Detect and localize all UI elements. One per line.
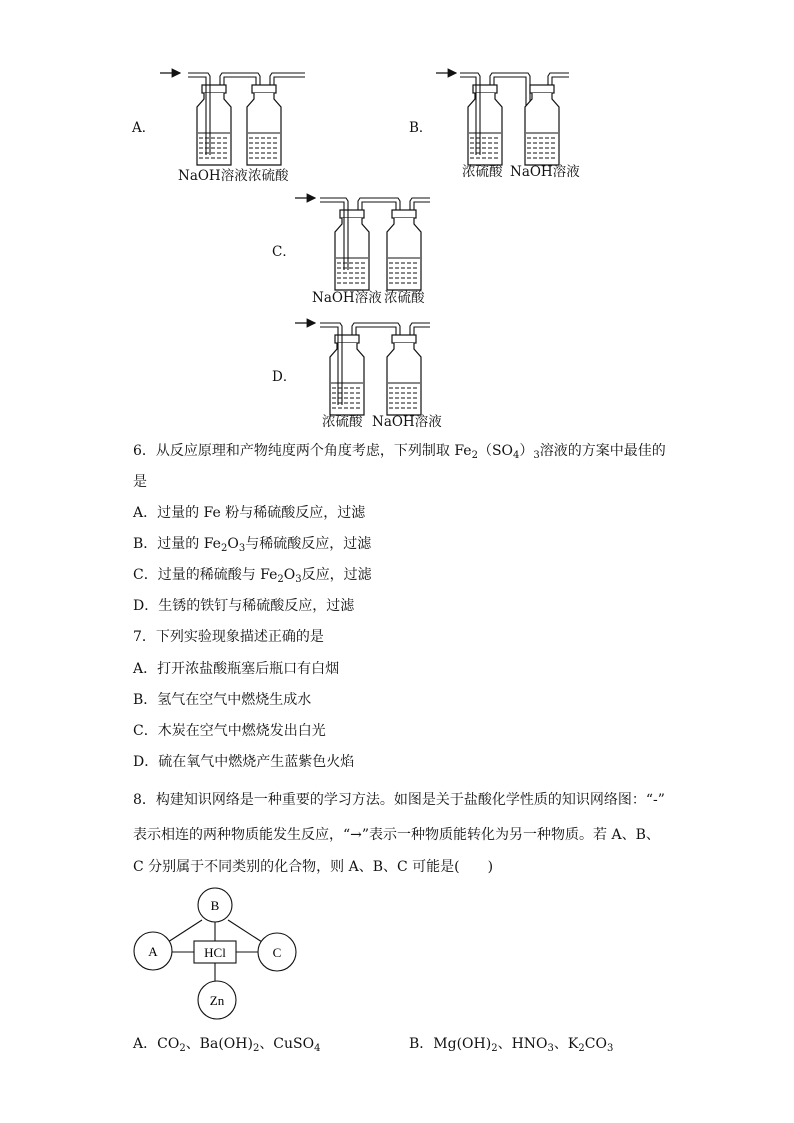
option-d-left-label: 浓硫酸 [322, 414, 363, 430]
q7-option-b: B．氢气在空气中燃烧生成水 [133, 692, 312, 708]
q6-option-c: C．过量的稀硫酸与 $Fe_2O_3$反应，过滤 [133, 567, 372, 585]
q8-option-b: B．$Mg(OH)_2$、$HNO_3$、$K_2CO_3$ [409, 1036, 614, 1054]
q7-stem: 7．下列实验现象描述正确的是 [133, 629, 324, 645]
node-hcl-label: HCl [204, 945, 226, 960]
q6-stem: 6．从反应原理和产物纯度两个角度考虑，下列制取 $Fe_2(SO_4)_3$溶液的方案中最佳的 [133, 443, 666, 461]
q8-line2: 表示相连的两种物质能发生反应，“→”表示一种物质能转化为另一种物质。若 A、B、 [133, 827, 660, 843]
option-d-letter: D． [272, 369, 297, 385]
q8-line3: C 分别属于不同类别的化合物，则 A、B、C 可能是( ) [133, 859, 494, 875]
option-b-right-label: NaOH溶液 [510, 164, 580, 180]
q8-line1: 8．构建知识网络是一种重要的学习方法。如图是关于盐酸化学性质的知识网络图：“-” [133, 792, 665, 808]
node-b-label: B [210, 898, 220, 913]
q7-option-c: C．木炭在空气中燃烧发出白光 [133, 723, 326, 739]
q6-option-a: A．过量的 Fe 粉与稀硫酸反应，过滤 [133, 505, 366, 521]
q6-stem-line2: 是 [133, 474, 147, 490]
apparatus-a [150, 60, 310, 160]
node-a-label: A [148, 944, 158, 959]
apparatus-c [290, 185, 450, 285]
option-c-letter: C． [272, 244, 296, 260]
option-b-letter: B． [409, 120, 433, 136]
option-b-left-label: 浓硫酸 [462, 164, 503, 180]
q7-option-d: D．硫在氧气中燃烧产生蓝紫色火焰 [133, 754, 355, 770]
option-c-right-label: 浓硫酸 [384, 290, 425, 306]
node-zn-label: Zn [209, 993, 225, 1008]
hcl-network-diagram [130, 884, 300, 1024]
q7-option-a: A．打开浓盐酸瓶塞后瓶口有白烟 [133, 661, 340, 677]
apparatus-b [428, 60, 588, 160]
node-c-label: C [272, 945, 282, 960]
q6-option-d: D．生锈的铁钉与稀硫酸反应，过滤 [133, 598, 355, 614]
q6-option-b: B．过量的 $Fe_2O_3$与稀硫酸反应，过滤 [133, 536, 372, 554]
option-c-left-label: NaOH溶液 [312, 290, 382, 306]
option-a-left-label: NaOH溶液 [178, 168, 248, 184]
apparatus-d [290, 310, 450, 410]
q8-option-a: A．$CO_2$、$Ba(OH)_2$、CuSO$_4$ [133, 1036, 321, 1054]
option-a-letter: A． [132, 120, 156, 136]
option-a-right-label: 浓硫酸 [248, 168, 289, 184]
option-d-right-label: NaOH溶液 [372, 414, 442, 430]
